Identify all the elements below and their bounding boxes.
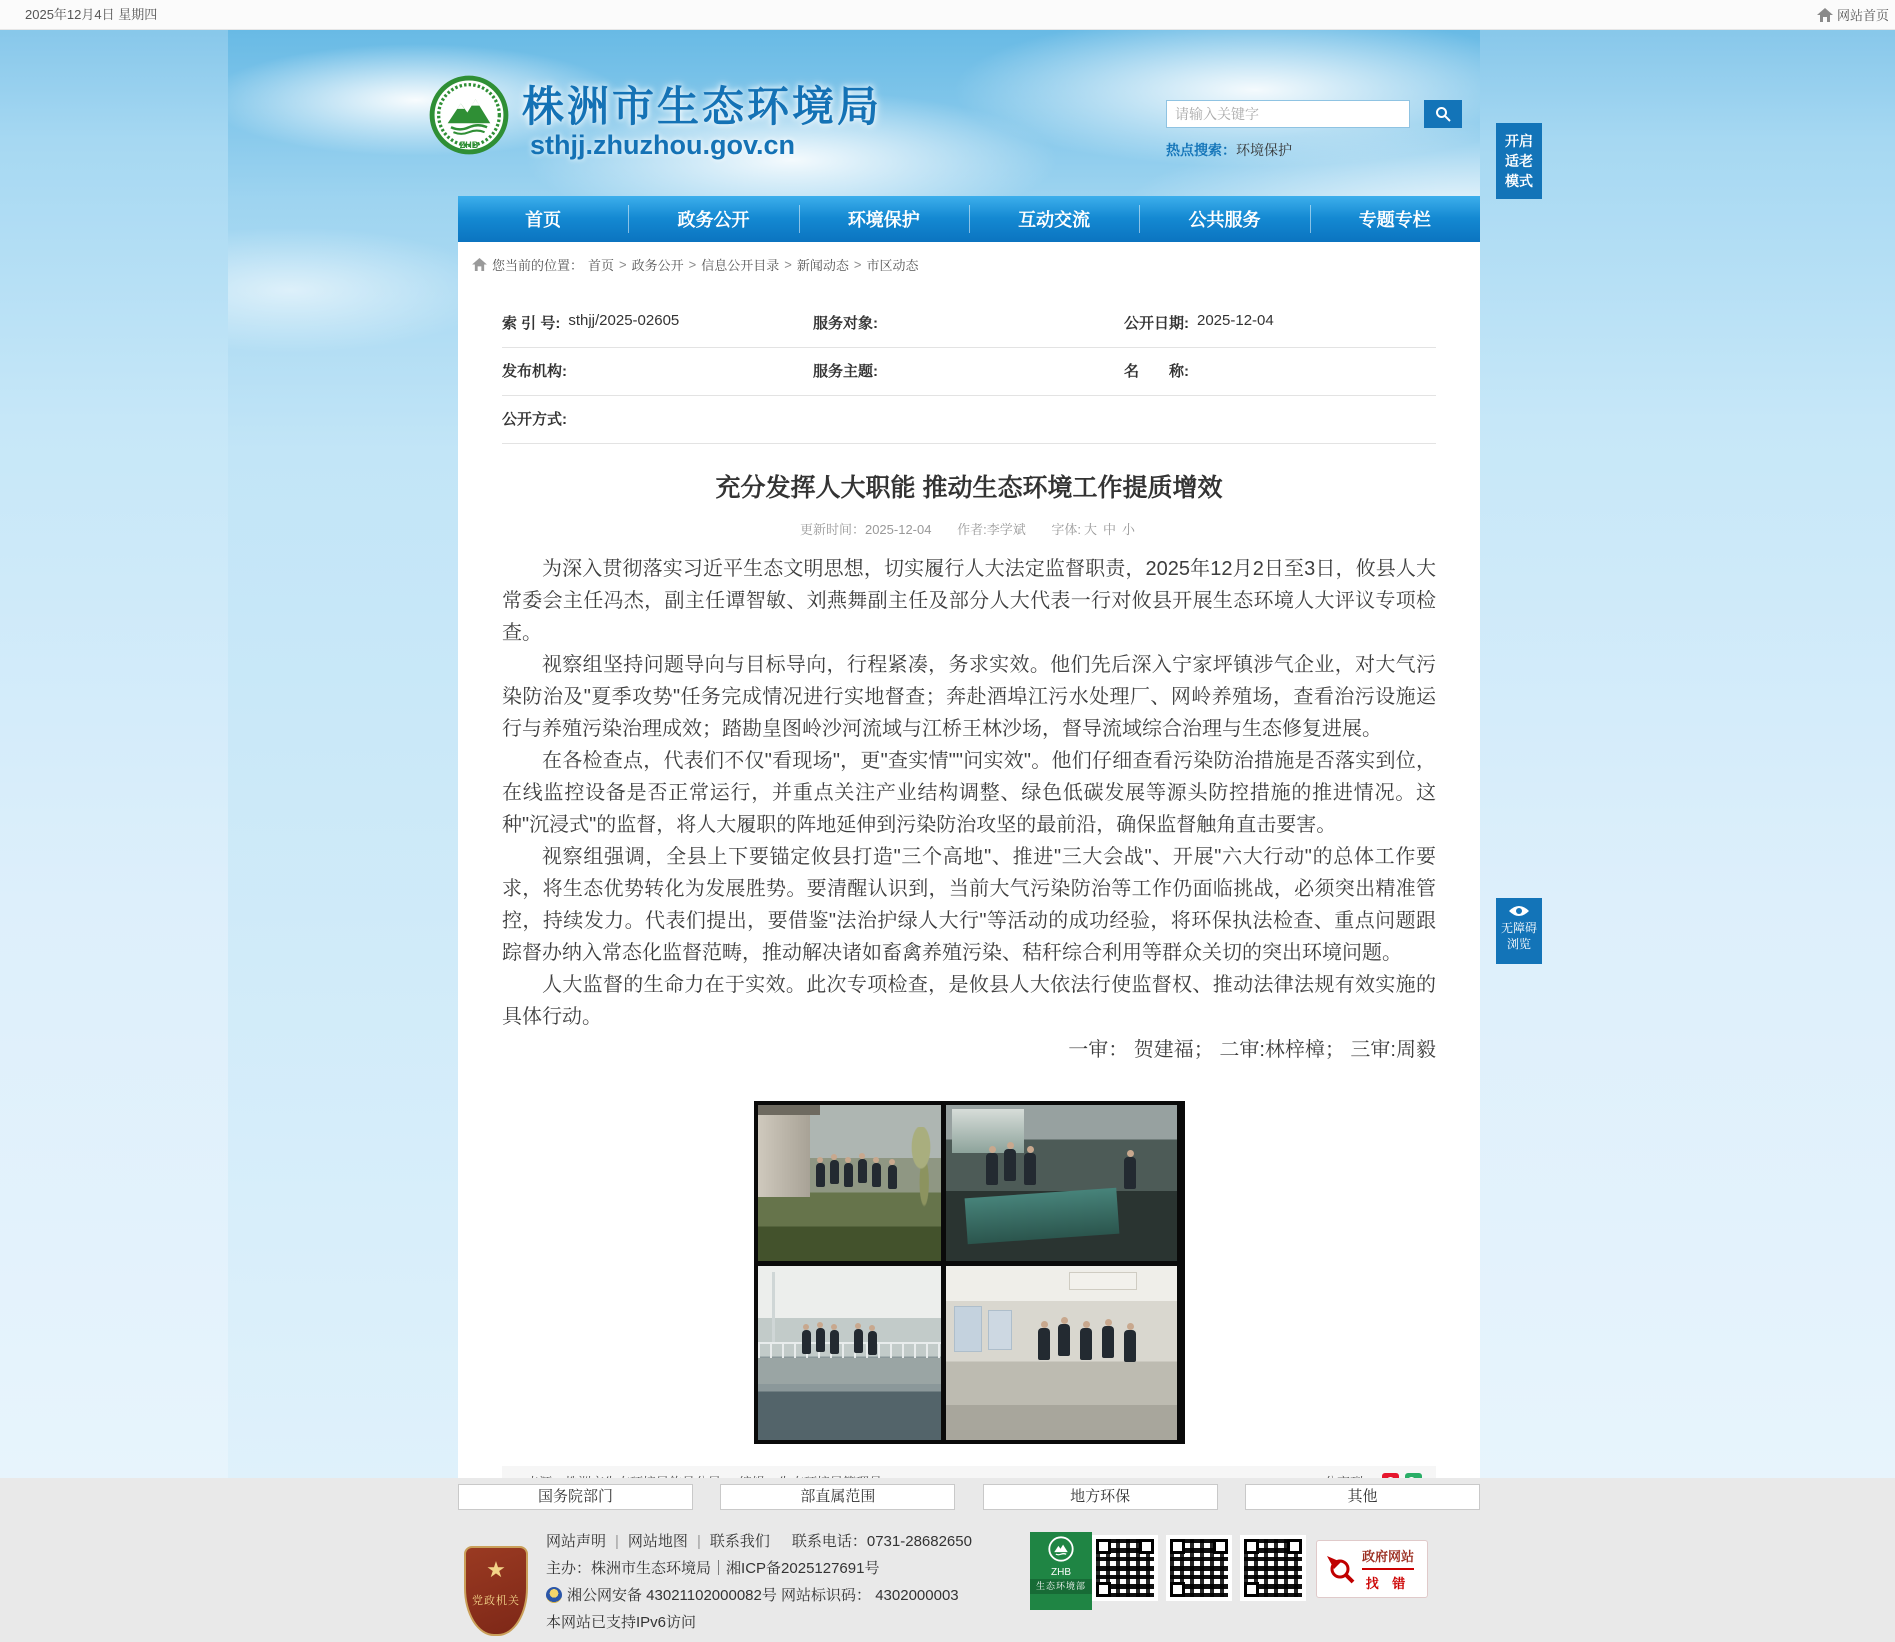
breadcrumb-item-home[interactable]: 首页	[588, 257, 615, 273]
paragraph-1: 为深入贯彻落实习近平生态文明思想，切实履行人大法定监督职责，2025年12月2日至3日，攸县人大常委会主任冯杰，副主任谭智敏、刘燕舞副主任及部分人大代表一行对攸县开展生态环境人大评议专项检查。	[502, 558, 1436, 644]
search-button[interactable]	[1424, 100, 1462, 128]
person-figure	[872, 1163, 881, 1187]
person-figure	[858, 1159, 867, 1183]
person-figure	[816, 1163, 825, 1187]
accessibility-browse-button[interactable]	[1496, 898, 1542, 964]
breadcrumb-separator: >	[853, 256, 862, 272]
person-figure	[986, 1153, 998, 1185]
footer-select-local-env[interactable]: 地方环保	[983, 1484, 1218, 1510]
issuing-agency-label: 发布机构:	[502, 363, 567, 380]
article-meta-row	[458, 519, 1480, 538]
article-photo-montage	[754, 1101, 1185, 1444]
host-organization: 主办：株洲市生态环境局	[546, 1560, 712, 1577]
breadcrumb-item-district-news[interactable]: 市区动态	[866, 257, 919, 273]
footer-select-others[interactable]: 其他	[1245, 1484, 1480, 1510]
person-figure	[1124, 1330, 1136, 1362]
elder-mode-button[interactable]	[1496, 123, 1542, 199]
top-bar	[0, 0, 1895, 30]
main-nav	[458, 196, 1480, 242]
photo-air-conditioner-shape	[1069, 1272, 1137, 1290]
paragraph-4: 视察组强调，全县上下要锚定攸县打造"三个高地"、推进"三大会战"、开展"六大行动"的总体工作要求，将生态优势转化为发展胜势。要清醒认识到，当前大气污染防治等工作仍面临挑战，必须突出精准管控，持续发力。代表们提出，要借鉴"法治护绿人大行"等活动的成功经验，将环保执法检查、重点问题跟踪督办纳入常态化监督范畴，推动解决诸如畜禽养殖污染、秸秆综合利用等群众关切的突出环境问题。	[502, 846, 1436, 964]
photo-walkway-shape	[758, 1358, 941, 1384]
hot-search-row	[1166, 140, 1292, 160]
mee-abbr: ZHB	[1051, 1567, 1071, 1578]
breadcrumb-item-news[interactable]: 新闻动态	[796, 257, 849, 273]
nav-item-gov-affairs[interactable]: 政务公开	[628, 196, 798, 242]
footer-select-ministry-units[interactable]: 部直属范围	[720, 1484, 955, 1510]
error-report-text	[1362, 1546, 1414, 1592]
footer-line-4	[546, 1609, 972, 1636]
nav-item-special-columns[interactable]: 专题专栏	[1310, 196, 1480, 242]
index-number-value: sthjj/2025-02605	[568, 312, 680, 329]
qr-pattern	[1096, 1539, 1154, 1597]
paragraph-5: 人大监督的生命力在于实效。此次专项检查，是攸县人大依法行使监督权、推动法律法规有效实施的具体行动。	[502, 974, 1436, 1028]
site-logo[interactable]	[428, 74, 510, 156]
gov-site-error-report-badge[interactable]	[1316, 1540, 1428, 1598]
article-title: 充分发挥人大职能 推动生态环境工作提质增效	[715, 474, 1223, 502]
icp-number: 湘ICP备2025127691号	[726, 1560, 880, 1577]
photo-poster-shape	[988, 1310, 1012, 1350]
meta-row-2	[502, 348, 1436, 396]
name-label: 名 称:	[1124, 363, 1189, 380]
paragraph-3: 在各检查点，代表们不仅"看现场"，更"查实情""问实效"。他们仔细查看污染防治措施是否落实到位，在线监控设备是否正常运行，并重点关注产业结构调整、绿色低碳发展等源头防控措施的推进情况。这种"沉浸式"的监督，将人大履职的阵地延伸到污染防治攻坚的最前沿，确保监督触角直击要害。	[502, 750, 1436, 836]
nav-item-home[interactable]: 首页	[525, 210, 562, 230]
environment-bureau-emblem-icon	[428, 74, 510, 156]
photo-monitoring-room-inspection	[946, 1266, 1177, 1440]
site-map-link[interactable]: 网站地图	[627, 1533, 688, 1550]
person-figure	[844, 1163, 853, 1187]
person-figure	[1058, 1324, 1070, 1356]
person-figure	[830, 1330, 839, 1354]
footer-line-1: 网站声明 | 网站地图 | 联系我们 联系电话：0731-28682650	[546, 1533, 972, 1550]
ministry-ecology-environment-logo[interactable]	[1030, 1532, 1092, 1610]
breadcrumb-separator: >	[784, 256, 792, 272]
meta-row-3	[502, 396, 1436, 444]
publish-date-label: 公开日期:	[1124, 315, 1189, 332]
elder-mode-line: 开启	[1505, 133, 1533, 149]
site-title: 株洲市生态环境局	[522, 83, 883, 130]
home-link-label: 网站首页	[1836, 8, 1889, 23]
badge-star-icon: ★	[486, 1557, 506, 1582]
review-line: 一审： 贺建福； 二审:林梓樟； 三审:周毅	[1068, 1039, 1436, 1061]
person-figure	[830, 1160, 839, 1184]
footer-select-state-council[interactable]: 国务院部门	[458, 1484, 693, 1510]
font-size-small-button[interactable]: 小	[1122, 522, 1136, 537]
breadcrumb-label: 您当前的位置：	[492, 257, 584, 273]
main-column	[228, 30, 1480, 1478]
photo-outdoor-site-inspection	[758, 1105, 941, 1261]
party-government-badge[interactable]	[464, 1546, 528, 1636]
person-figure	[1004, 1149, 1016, 1181]
accessibility-label: 无障碍	[1500, 921, 1537, 935]
update-time: 更新时间：2025-12-04	[799, 522, 932, 537]
footer-info	[546, 1528, 972, 1636]
public-security-badge-icon	[546, 1587, 562, 1603]
qr-code-2	[1166, 1535, 1232, 1601]
contact-phone: 联系电话：0731-28682650	[791, 1533, 972, 1550]
photo-poster-shape	[954, 1306, 982, 1352]
error-badge-line1: 政府网站	[1362, 1546, 1414, 1570]
search-icon	[1435, 106, 1451, 122]
font-size-switcher	[1051, 522, 1138, 537]
font-size-label: 字体:	[1051, 522, 1081, 537]
photo-sewage-plant-inspection	[758, 1266, 941, 1440]
error-badge-line2: 找 错	[1365, 1576, 1411, 1591]
hot-search-term-link[interactable]: 环境保护	[1236, 142, 1292, 158]
mee-emblem-icon	[1048, 1536, 1074, 1562]
security-filing-link[interactable]: 湘公网安备 43021102000082号	[567, 1587, 777, 1604]
person-figure	[1038, 1328, 1050, 1360]
home-icon	[1817, 8, 1833, 22]
breadcrumb-separator: >	[688, 256, 697, 272]
breadcrumb-separator: >	[619, 256, 627, 272]
person-figure	[868, 1331, 877, 1355]
elder-mode-line: 模式	[1505, 173, 1533, 189]
footer	[0, 1478, 1895, 1642]
photo-building-shape	[758, 1105, 810, 1197]
person-figure	[816, 1328, 825, 1352]
publish-date-value: 2025-12-04	[1197, 312, 1274, 329]
site-statement-link[interactable]: 网站声明	[546, 1533, 607, 1550]
eye-icon	[1508, 905, 1530, 917]
font-size-large-button[interactable]: 大	[1083, 522, 1097, 537]
disclosure-method-label: 公开方式:	[502, 411, 567, 428]
qr-code-1	[1092, 1535, 1158, 1601]
footer-line-2	[546, 1555, 972, 1582]
article-body	[502, 553, 1436, 1033]
photo-machine-shape	[964, 1188, 1119, 1244]
photo-factory-indoor-inspection	[946, 1105, 1177, 1261]
photo-roof-shape	[758, 1105, 820, 1115]
footer-link-selects	[458, 1484, 1480, 1510]
breadcrumb-item-gov-affairs[interactable]: 政务公开	[631, 257, 684, 273]
hot-search-label: 热点搜索：	[1166, 142, 1236, 158]
breadcrumb-home-icon	[472, 258, 487, 271]
person-figure	[1102, 1326, 1114, 1358]
badge-label: 党政机关	[472, 1595, 520, 1607]
footer-line-3	[546, 1582, 972, 1609]
photo-plant-shape	[905, 1127, 937, 1219]
breadcrumb-item-info-catalog[interactable]: 信息公开目录	[701, 257, 780, 273]
content-panel	[458, 242, 1480, 1542]
service-theme-label: 服务主题:	[813, 363, 878, 380]
error-report-magnifier-icon	[1325, 1554, 1355, 1584]
qr-code-3	[1240, 1535, 1306, 1601]
nav-item-public-service[interactable]: 公共服务	[1139, 196, 1309, 242]
current-date: 2025年12月4日 星期四	[25, 7, 158, 22]
site-home-link[interactable]	[1817, 0, 1889, 29]
person-figure	[888, 1165, 897, 1189]
footer-divider: ｜	[711, 1560, 727, 1577]
index-number-label: 索 引 号:	[502, 315, 561, 332]
paragraph-2: 视察组坚持问题导向与目标导向，行程紧凑，务求实效。他们先后深入宁家坪镇涉气企业，对大气污染防治及"夏季攻势"任务完成情况进行实地督查；奔赴酒埠江污水处理厂、网岭养殖场，查看治污设施运行与养殖污染治理成效；踏勘皇图岭沙河流域与江桥王林沙场，督导流域综合治理与生态修复进展。	[502, 654, 1436, 740]
person-figure	[1024, 1153, 1036, 1185]
svg-text:ZHB: ZHB	[459, 139, 479, 150]
contact-us-link[interactable]: 联系我们	[709, 1533, 770, 1550]
nav-item-env-protection[interactable]: 环境保护	[799, 196, 969, 242]
person-figure	[802, 1330, 811, 1354]
breadcrumb	[458, 242, 1480, 286]
search-input[interactable]	[1166, 100, 1410, 128]
photo-pole-shape	[772, 1272, 775, 1344]
site-identification-code: 网站标识码： 4302000003	[781, 1587, 959, 1604]
accessibility-label: 浏览	[1506, 937, 1531, 951]
font-size-medium-button[interactable]: 中	[1102, 522, 1116, 537]
person-figure	[1124, 1157, 1136, 1189]
mee-name: 生态环境部	[1030, 1579, 1092, 1594]
person-figure	[1080, 1328, 1092, 1360]
document-meta-table	[502, 300, 1436, 444]
author: 作者:李学斌	[957, 522, 1026, 537]
qr-pattern	[1170, 1539, 1228, 1597]
qr-pattern	[1244, 1539, 1302, 1597]
person-figure	[854, 1329, 863, 1353]
elder-mode-line: 适老	[1505, 153, 1533, 169]
service-object-label: 服务对象:	[813, 315, 878, 332]
site-url: sthjj.zhuzhou.gov.cn	[530, 130, 795, 160]
nav-item-interaction[interactable]: 互动交流	[969, 196, 1139, 242]
meta-row-1	[502, 300, 1436, 348]
ipv6-notice: 本网站已支持IPv6访问	[546, 1614, 697, 1631]
